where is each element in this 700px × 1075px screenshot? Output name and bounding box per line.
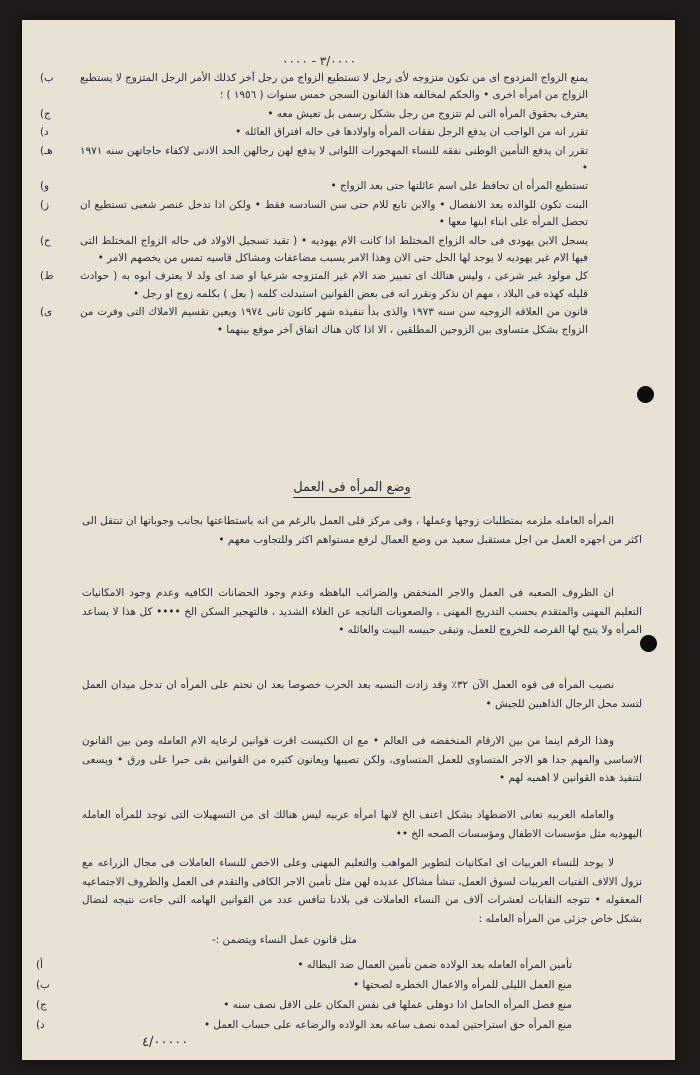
list-item-text: تستطيع المرأه ان تحافظ على اسم عائلتها حتى بعد الزواج •: [330, 180, 588, 193]
demands-intro: مثل قانون عمل النساء ويتضمن :-: [212, 934, 357, 946]
list-item: [40, 268, 588, 303]
paragraph: [82, 806, 642, 843]
punch-hole: [640, 635, 657, 652]
list-item-text: تقرر انه من الواجب ان يدفع الرجل نفقات المرأه واولادها فى حاله افتراق العائله •: [235, 126, 588, 139]
list-item-marker: هـ): [40, 144, 53, 157]
list-item-marker: ج): [40, 107, 51, 120]
list-item: [36, 975, 572, 995]
list-item-marker: ز): [40, 198, 50, 211]
paragraph-text: المرأه العامله ملزمه بمتطلبات زوجها وعملها ، وفى مركز قلى العمل بالرغم من انه باستطاعتها بجانب وجوباتها ان تنتقل الى اكثر من اجهزه العمل من اجل مستقبل سعيد من وضع العمال لرفع مستواهم اكثر وللتجاوب معهم •: [82, 515, 642, 546]
page-number-bottom: ٤/٠٠٠٠٠: [142, 1035, 189, 1050]
paragraph: [82, 584, 642, 640]
list-item-text: منع فصل المرأه الحامل اذا دوهلى عملها فى نفس المكان على الاقل نصف سنه •: [223, 999, 572, 1011]
list-item-text: قانون من العلاقه الزوجيه سن سنه ١٩٧٣ والذى بدأ تنفيذه شهر كانون ثانى ١٩٧٤ ويعين تقسيم الاملاك التى وفرت من الزواج بشكل متساوى بين الزوجين المطلقين ، الا اذا كان هناك اتفاق آخر موقع بينهما •: [80, 306, 588, 336]
list-item-text: منع المرأه حق استراحتين لمده نصف ساعه بعد الولاده والرضاعه على حساب العمل •: [203, 1019, 572, 1031]
paragraph-text: وهذا الرقم اينما من بين الارقام المنخفضه فى العالم • مع ان الكنيست اقرت قوانين لرعايه الام العامله ومن بين القانون الاساسى والمهم جدا هو الاجر المتساوى للعمل المتساوى، ولكن تصيبها ويعانون كثيره من القوانين بقى حبرا على ورق • ويسعى لتنفيذ هذه القوانين لا اهميه لهم •: [82, 735, 642, 784]
list-item-marker: و): [40, 180, 50, 193]
list-item: [40, 143, 588, 178]
list-item-text: يعترف بحقوق المرأه التى لم تتزوج من رجل بشكل رسمى بل تعيش معه •: [267, 107, 588, 120]
list-item: [40, 197, 588, 232]
list-item: [36, 955, 572, 975]
list-item: [36, 1015, 572, 1035]
paragraph: [82, 854, 642, 928]
section-title: وضع المرأه فى العمل: [293, 480, 411, 495]
list-item-marker: ب): [36, 979, 50, 991]
list-item-marker: ى): [40, 306, 53, 319]
list-item-text: تأمين المرأه العامله بعد الولاده ضمن تأمين العمال ضد البطاله •: [297, 959, 572, 971]
list-item-marker: أ): [36, 959, 43, 971]
page-number-top: ٣/٠٠٠٠ - ٠٠٠٠: [282, 54, 357, 68]
list-item-text: البنت تكون للوالده بعد الانفصال • والابن تابع للام حتى سن السادسه فقط • ولكن اذا تدخل عنصر شعبى تستطيع ان تحصل المرأه على ابناء ابنها معها •: [80, 198, 588, 229]
paragraph-text: والعامله العربيه تعانى الاضطهاد بشكل اعنف الخ لانها امرأه عربيه ليس هنالك اى من التسهيلات التى توجد للمرأه العامله اليهوديه مثل مؤسسات الاطفال ومؤسسات الصحه الخ ••: [82, 809, 642, 840]
list-item-text: تقرر ان يدفع التأمين الوطنى نفقه للنساء المهجورات اللواتى لا يدفع لهن رجالهن الحد الادنى لاكفاء حاجاتهن سنه ١٩٧١ •: [80, 144, 588, 175]
list-item-marker: ط): [40, 270, 54, 283]
paragraph: [82, 512, 642, 549]
list-item-marker: ح): [40, 234, 51, 247]
demands-list: [36, 955, 572, 1035]
paragraph-text: ان الظروف الصعبه فى العمل والاجر المنخفض والضرائب الباهظه وعدم وجود الحضانات الكافيه وعدم وجود الامكانيات التعليم المهنى والمتقدم بحسب التدريج المهنى ، والصعوبات الناتجه عن الغلاء الشديد ، فالتهجير السكن الخ •••• كل هذا لا يساعد المرأه ولا يتيح لها الفرصه للخروج للعمل، وتبقى حبيسه البيت والعائله •: [82, 587, 642, 636]
list-item-marker: ج): [36, 999, 47, 1011]
list-item-text: كل مولود غير شرعى ، وليس هنالك اى تمييز ضد الام غير المتزوجه شرعيا او ضد اى ولد لا يعترف ابوه به ( حوادث قليله كهذه فى البلاد ، مهم ان نذكر ونقرر انه فى بعض القوانين استبدلت كلمه ( بعل ) بكلمه زوج او رجل •: [80, 270, 588, 300]
punch-hole: [637, 386, 654, 403]
list-item-text: يمنع الزواج المزدوج اى من تكون متزوجه لأى رجل لا تستطيع الزواج من رجل آخر كذلك الأمر الرجل المتزوج لا يستطيع الزواج من امرأه اخرى • والحكم لمخالفه هذا القانون السجن خمس سنوات ( ١٩٥٦ ) ؛: [80, 72, 588, 102]
paragraph: [82, 732, 642, 788]
document-page: [22, 20, 675, 1060]
paragraph-text: لا يوجد للنساء العربيات اى امكانيات لتطوير المواهب والتعليم المهنى وعلى الاخص للنساء العاملات فى مجال الزراعه مع نزول الالاف الفتيات العربيات لسوق العمل، تنشأ مشاكل عديده لهن مثل تأمين الاجر الكافى والتقدم فى العمل والظروف الاجتماعيه المعقوله • تتوجه النقابات لعشرات آلاف من النساء العاملات فى بلادنا تنافس عدد من القوانين الهامه التى جاءت نتيجه لنضال بشكل خاص جزئى من المرأه العامله :: [82, 857, 642, 925]
paragraph: [82, 676, 642, 713]
list-item: [40, 178, 588, 195]
list-item-text: يسجل الابن يهودى فى حاله الزواج المختلط اذا كانت الام يهوديه • ( تقيد تسجيل الاولاد فى حاله الزواج المختلط التى فيها الام غير يهوديه لا يوجد لها الحل حتى الان وهذا الامر يسبب مضاعفات ومشاكل قاسيه تمس من يخصهم الامر •: [80, 234, 588, 265]
list-item: [40, 304, 588, 339]
list-item: [40, 106, 588, 123]
list-item: [36, 995, 572, 1015]
list-item-marker: ب): [40, 72, 54, 84]
list-item: [40, 124, 588, 141]
list-item-marker: د): [40, 126, 49, 139]
list-item-marker: د): [36, 1019, 45, 1031]
list-item: [40, 70, 588, 105]
paragraph-text: نصيب المرأه فى قوه العمل الآن ٣٢٪ وقد زادت النسبه بعد الحرب خصوصا بعد ان تحتم على المرأه ان تدخل ميدان العمل لتسد محل الرجال الذاهبين للجيش •: [82, 679, 642, 710]
rights-list: [40, 70, 588, 340]
list-item: [40, 233, 588, 268]
list-item-text: منع العمل الليلى للمرأه والاعمال الخطره لصحتها •: [352, 979, 572, 991]
